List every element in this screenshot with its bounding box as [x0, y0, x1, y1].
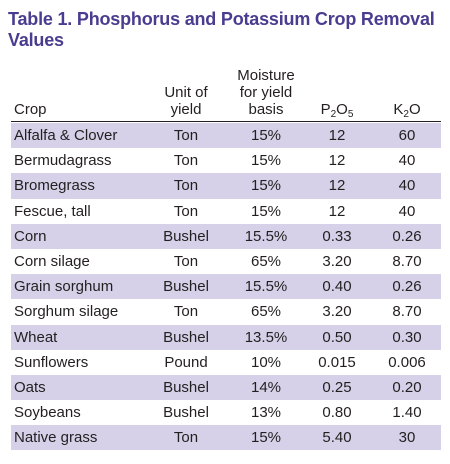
header-moisture-line3: basis: [248, 101, 284, 118]
cell-unit: Pound: [164, 353, 208, 371]
cell-crop: Bromegrass: [14, 177, 95, 195]
header-p2o5-sub2: 5: [347, 109, 354, 120]
header-unit-line2: yield: [170, 101, 202, 118]
cell-unit: Ton: [173, 127, 199, 144]
cell-k2o: 40: [398, 177, 416, 195]
table-row: [11, 400, 441, 425]
header-p2o5: [301, 101, 373, 118]
header-p2o5-p: P: [320, 101, 331, 118]
cell-p2o5: 0.33: [322, 227, 352, 245]
cell-k2o: 1.40: [392, 404, 422, 422]
cell-k2o: 60: [398, 127, 416, 144]
table-header: [11, 64, 441, 122]
cell-p2o5: 0.40: [322, 278, 352, 296]
cell-k2o: 30: [398, 429, 416, 447]
cell-moisture: 14%: [250, 378, 282, 396]
cell-crop: Alfalfa & Clover: [14, 127, 118, 144]
header-moisture: [218, 67, 314, 118]
cell-moisture: 15%: [250, 202, 282, 220]
cell-moisture: 65%: [250, 252, 282, 270]
table-row: [11, 325, 441, 350]
cell-crop: Wheat: [14, 328, 58, 346]
header-k2o-sub1: 2: [403, 109, 409, 120]
cell-p2o5: 12: [328, 127, 346, 144]
cell-crop: Soybeans: [14, 404, 81, 422]
cell-unit: Bushel: [163, 278, 209, 296]
header-k2o: [371, 101, 443, 118]
cell-unit: Ton: [173, 252, 199, 270]
table-row: [11, 173, 441, 198]
cell-k2o: 8.70: [392, 252, 422, 270]
cell-crop: Oats: [14, 378, 46, 396]
cell-p2o5: 12: [328, 152, 346, 170]
cell-p2o5: 5.40: [322, 429, 352, 447]
table-row: [11, 425, 441, 450]
table-row: [11, 375, 441, 400]
cell-crop: Corn: [14, 227, 47, 245]
cell-p2o5: 3.20: [322, 252, 352, 270]
table-row: [11, 249, 441, 274]
cell-unit: Ton: [173, 202, 199, 220]
cell-moisture: 15%: [250, 429, 282, 447]
cell-moisture: 65%: [250, 303, 282, 321]
table-row: [11, 123, 441, 148]
header-unit-line1: Unit of: [164, 84, 208, 101]
cell-crop: Grain sorghum: [14, 278, 114, 296]
header-unit-of-yield: [144, 84, 228, 118]
header-crop: Crop: [14, 101, 47, 118]
header-p2o5-sub1: 2: [330, 109, 337, 120]
header-moisture-line1: Moisture: [237, 67, 295, 84]
cell-p2o5: 12: [328, 202, 346, 220]
cell-crop: Fescue, tall: [14, 202, 91, 220]
cell-unit: Bushel: [163, 404, 209, 422]
table-row: [11, 350, 441, 375]
cell-unit: Ton: [173, 152, 199, 170]
cell-k2o: 0.006: [388, 353, 426, 371]
cell-crop: Corn silage: [14, 252, 90, 270]
cell-moisture: 15%: [250, 127, 282, 144]
cell-unit: Bushel: [163, 328, 209, 346]
header-moisture-line2: for yield: [239, 84, 293, 101]
table-body: [11, 123, 441, 450]
cell-moisture: 10%: [250, 353, 282, 371]
cell-unit: Ton: [173, 177, 199, 195]
cell-k2o: 0.26: [392, 227, 422, 245]
table-row: [11, 148, 441, 173]
cell-crop: Sunflowers: [14, 353, 89, 371]
cell-p2o5: 0.25: [322, 378, 352, 396]
cell-unit: Bushel: [163, 378, 209, 396]
table-row: [11, 199, 441, 224]
cell-crop: Native grass: [14, 429, 98, 447]
cell-p2o5: 0.80: [322, 404, 352, 422]
cell-unit: Ton: [173, 303, 199, 321]
cell-k2o: 0.26: [392, 278, 422, 296]
cell-p2o5: 0.50: [322, 328, 352, 346]
cell-k2o: 40: [398, 152, 416, 170]
cell-p2o5: 0.015: [318, 353, 356, 371]
cell-p2o5: 3.20: [322, 303, 352, 321]
cell-moisture: 15.5%: [244, 278, 288, 296]
cell-unit: Ton: [173, 429, 199, 447]
header-k2o-k: K: [393, 101, 404, 118]
header-k2o-o: O: [408, 101, 421, 118]
table-row: [11, 274, 441, 299]
cell-moisture: 13%: [250, 404, 282, 422]
cell-crop: Sorghum silage: [14, 303, 119, 321]
cell-k2o: 0.30: [392, 328, 422, 346]
table-row: [11, 224, 441, 249]
cell-k2o: 0.20: [392, 378, 422, 396]
cell-crop: Bermudagrass: [14, 152, 112, 170]
cell-k2o: 40: [398, 202, 416, 220]
header-p2o5-o: O: [336, 101, 348, 118]
table-title: Table 1. Phosphorus and Potassium Crop Removal Values: [8, 9, 435, 50]
cell-moisture: 15.5%: [244, 227, 288, 245]
cell-moisture: 13.5%: [244, 328, 288, 346]
cell-unit: Bushel: [163, 227, 209, 245]
table-row: [11, 299, 441, 324]
cell-moisture: 15%: [250, 152, 282, 170]
cell-k2o: 8.70: [392, 303, 422, 321]
cell-moisture: 15%: [250, 177, 282, 195]
cell-p2o5: 12: [328, 177, 346, 195]
